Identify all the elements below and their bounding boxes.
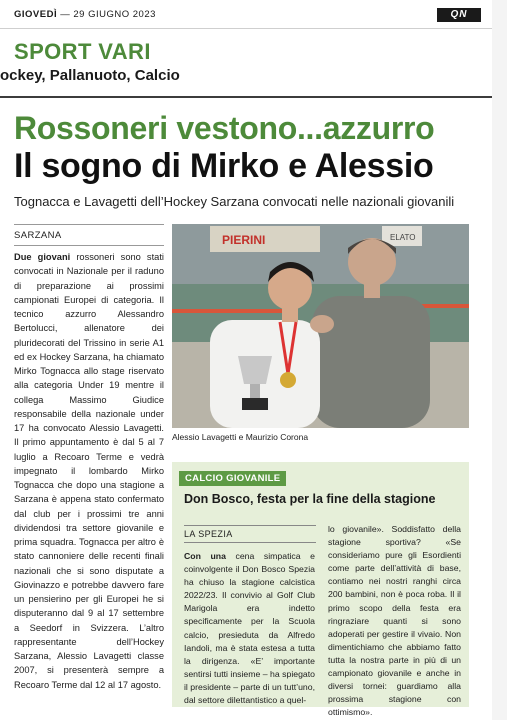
- newspaper-logo: QN: [437, 8, 481, 22]
- article-summary: Tognacca e Lavagetti dell’Hockey Sarzana convocati nelle nazionali giovanili: [14, 194, 455, 209]
- header-divider: [0, 28, 507, 29]
- box-lead: Con una: [184, 551, 226, 561]
- section-subtitle: ockey, Pallanuoto, Calcio: [0, 67, 180, 84]
- box-column-2: lo giovanile». Soddisfatto della stagione sportiva? «Se consideriamo pure gli Esordienti come parte dell’attività di base, contiamo nei nostri ranghi circa 200 bambini, non è poca roba. Il il primo scopo della festa era ringraziare quanti si sono adoperati per gestire il vivaio. Non dimentichiamo che abbiamo fatto tutta la nostra parte in più di un campionato giovanile e anche in diversi tornei: guardiamo alla prossima stagione con ottimismo».: [328, 524, 461, 718]
- photo-illustration: [172, 224, 469, 428]
- article-body-text: rossoneri sono stati convocati in Nazionale per il raduno di preparazione ai prossimi campionati Europei di categoria. Il tecnico azzurro Alessandro Bertolucci, allenatore dei pluridecorati del Trissino in serie A1 ed ex Hockey Sarzana, ha chiamato Mirko Tognacca allo stage riservato alla categoria Under 19 mentre il collega Massimo Giudice responsabile della nazionale under 17 ha convocato Alessio Lavagetti. Il primo appuntamento è dal 5 al 7 luglio a Recoaro Terme e vedrà impegnato il lombardo Mirko Tognacca che dopo una stagione a Sarzana è appena stato confermato dal club per i prossimi tre anni dividendosi tra settore giovanile e prima squadra. Tognacca per altro è stato cannoniere delle recenti finali nazionali che si sono disputate a Giovinazzo e potrebbe davvero fare un pensierino per gli Europei he si disputeranno dal 9 al 17 settembre a Seedorf in Svizzera. L’altro rappresentante dell’Hockey Sarzana, Alessio Lavagetti classe 2007, si presenterà sempre a Recoaro Terme dal 12 al 17 agosto.: [14, 252, 164, 690]
- box-dateline: LA SPEZIA: [184, 529, 233, 539]
- article-headline: Il sogno di Mirko e Alessio: [14, 147, 434, 185]
- box-dateline-rule-bottom: [184, 542, 316, 543]
- photo-caption: Alessio Lavagetti e Maurizio Corona: [172, 432, 309, 442]
- dateline-rule-bottom: [14, 245, 164, 246]
- box-headline: Don Bosco, festa per la fine della stagione: [184, 492, 436, 506]
- dateline-rule-top: [14, 224, 164, 225]
- box-column-1-text: cena simpatica e coinvolgente il Don Bosco Spezia ha chiuso la stagione calcistica 2022/23. Il convivio al Golf Club Marigola era indetto specificamente per la Scuola calcio, presieduta da Alfredo Iandoli, ma è stata estesa a tutta la dirigenza. «E’ importante sentirsi tutti insieme – ha spiegato il presidente – parte di un tutt’uno, dal settore dilettantistico a quel-: [184, 551, 315, 706]
- box-category-tag: CALCIO GIOVANILE: [179, 471, 286, 486]
- article-kicker: Rossoneri vestono...azzurro: [14, 110, 435, 146]
- box-column-1: [184, 550, 315, 707]
- edition-date: [14, 9, 156, 20]
- article-lead: Due giovani: [14, 252, 71, 262]
- photo-banner-text: PIERINI: [222, 233, 266, 247]
- edition-date-text: — 29 GIUGNO 2023: [60, 9, 156, 20]
- edition-day: GIOVEDÌ: [14, 9, 58, 20]
- article-body: [14, 250, 164, 692]
- section-divider: [0, 96, 507, 98]
- box-dateline-rule-top: [184, 525, 316, 526]
- article-dateline: SARZANA: [14, 230, 62, 241]
- section-title: SPORT VARI: [14, 39, 151, 64]
- article-photo: [172, 224, 469, 428]
- photo-banner-text-2: ELATO: [390, 233, 416, 242]
- page-margin: [492, 0, 507, 720]
